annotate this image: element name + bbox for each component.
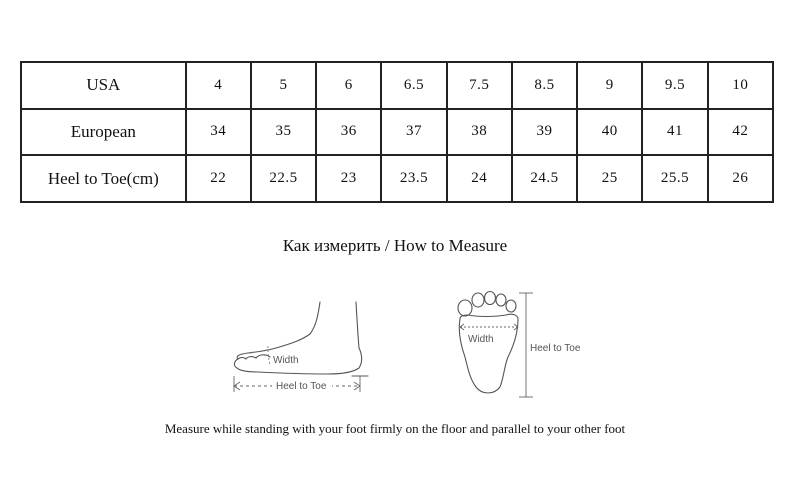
side-foot-outline-icon [234, 302, 368, 376]
table-cell: 34 [186, 109, 251, 156]
table-cell: 4 [186, 62, 251, 109]
table-cell: 41 [642, 109, 707, 156]
table-cell: 35 [251, 109, 316, 156]
measure-title: Как измерить / How to Measure [282, 236, 508, 255]
table-cell: 6 [316, 62, 381, 109]
sole-width-label: Width [468, 334, 494, 345]
table-cell: 22 [186, 155, 251, 202]
sole-length-label: Heel to Toe [530, 343, 581, 354]
table-cell: 37 [381, 109, 446, 156]
table-cell: 9 [577, 62, 642, 109]
table-cell: 23 [316, 155, 381, 202]
table-row-usa [21, 62, 773, 109]
sole-width-arrow [460, 324, 518, 330]
table-cell: 5 [251, 62, 316, 109]
sole-foot-diagram [448, 287, 608, 407]
table-cell: 10 [708, 62, 773, 109]
size-chart-table [20, 61, 774, 203]
table-cell: 39 [512, 109, 577, 156]
table-cell: 24.5 [512, 155, 577, 202]
table-cell: 42 [708, 109, 773, 156]
row-label-usa: USA [21, 62, 186, 109]
width-guide [268, 346, 270, 364]
table-cell: 8.5 [512, 62, 577, 109]
table-cell: 36 [316, 109, 381, 156]
table-cell: 23.5 [381, 155, 446, 202]
table-cell: 22.5 [251, 155, 316, 202]
table-row-heel-to-toe [21, 155, 773, 202]
table-cell: 25.5 [642, 155, 707, 202]
row-label-heel-to-toe: Heel to Toe(cm) [21, 155, 186, 202]
table-cell: 25 [577, 155, 642, 202]
side-width-label: Width [273, 355, 299, 366]
table-row-european [21, 109, 773, 156]
table-cell: 7.5 [447, 62, 512, 109]
table-cell: 6.5 [381, 62, 446, 109]
table-cell: 9.5 [642, 62, 707, 109]
table-cell: 26 [708, 155, 773, 202]
table-cell: 38 [447, 109, 512, 156]
measure-instruction: Measure while standing with your foot firmly on the floor and parallel to your other foot [164, 421, 626, 436]
side-foot-diagram [228, 296, 380, 406]
table-cell: 40 [577, 109, 642, 156]
row-label-european: European [21, 109, 186, 156]
table-cell: 24 [447, 155, 512, 202]
side-length-label: Heel to Toe [276, 381, 327, 392]
